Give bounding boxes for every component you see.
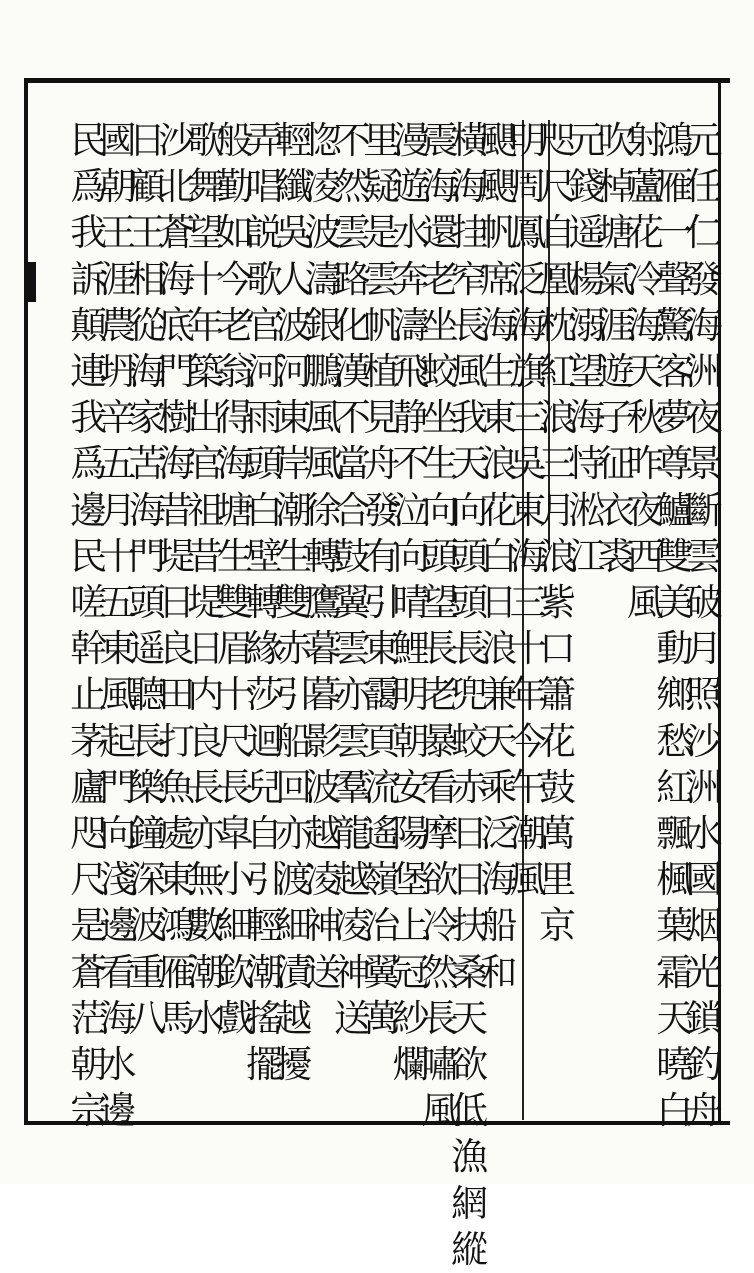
text-column: 咫 尺 自 凰 枕 紅 浪 三 月 浪 紫 口 簫 花 鼓 萬 里 京 xyxy=(539,119,576,948)
text-column: 明 周 鳳 泛 海 旗 三 吳 東 海 三 十 年 今 午 潮 風 xyxy=(509,119,547,902)
text-column: 元 錢 遥 楊 溺 望 海 恃 淞 江 xyxy=(568,119,606,578)
text-column: 元 任 仁 發 海 洲 夜 景 斷 雲 破 月 照 沙 洲 水 國 烟 光 鎖 釣 舟 xyxy=(685,119,723,1133)
text-column: 般 勤 如 今 老 翁 得 海 塘 生 雙 眉 十 尺 長 皐 小 細 欽 戲 xyxy=(216,119,254,1040)
text-column: 射 蘆 花 冷 海 天 秋 昨 夜 西 風 xyxy=(626,119,664,625)
fishtail-mark xyxy=(24,262,36,302)
text-column: 里 疑 是 雲 帆 植 見 舟 發 有 引 東 靄 頁 流 遙 嶺 冶 翼 萬 xyxy=(363,119,401,1040)
text-column: 輕 纖 吳 人 波 河 東 岸 潮 生 雙 赤 引 船 回 亦 渡 細 漬 越 擾 xyxy=(275,119,313,1087)
text-column: 震 海 還 老 坐 蛟 坐 生 向 頭 望 長 老 暴 看 摩 欲 冷 然 長 嘯 風 xyxy=(421,119,459,1133)
text-column: 橫 海 挂 窄 長 風 我 天 向 頭 頭 長 兜 蛟 赤 日 日 扶 桑 天 欲 低 漁 網 縱 xyxy=(451,119,489,1271)
top-border-rule xyxy=(24,78,730,83)
text-column: 國 朝 王 涯 農 坍 辛 五 月 十 五 東 風 起 門 向 淺 邊 看 海 水 邊 xyxy=(99,119,137,1133)
text-column: 不 然 雲 路 化 漢 不 當 合 鼓 翼 雲 亦 雲 羣 龍 越 凌 神 送 xyxy=(333,119,371,1040)
left-border-rule xyxy=(24,78,28,1125)
text-column: 弄 唱 説 歌 官 河 雨 頭 白 壁 轉 緣 莎 迴 兒 自 引 輕 潮 搖 擺 xyxy=(246,119,283,1087)
text-column: 鴻 雁 一 聲 驚 客 夢 尊 鱸 雙 美 動 鄉 愁 紅 飄 楓 葉 霜 天 曉 白 xyxy=(656,119,694,1133)
text-column: 漫 遊 水 奔 濤 飛 静 不 泣 向 晴 鯉 明 朝 安 陽 堡 上 冠 紗 爛 xyxy=(392,119,430,1087)
text-column: 颶 颶 帆 席 海 生 東 浪 花 白 日 浪 兼 天 乘 泛 海 船 和 xyxy=(480,119,518,994)
text-column: 沙 北 蒼 海 底 門 樹 海 昔 堤 日 良 田 打 魚 處 東 鴻 雁 馬 xyxy=(158,119,196,1040)
text-column: 民 爲 我 訴 顛 連 我 爲 邊 民 嗟 幹 止 茅 廬 咫 尺 是 蒼 茫 朝 宗 xyxy=(70,119,108,1133)
text-column: 惚 凌 波 濤 銀 鵬 風 風 徐 轉 鷹 暮 暮 影 波 越 凌 神 送 xyxy=(304,119,342,994)
text-column: 吹 棹 塘 氣 涯 遊 子 征 衣 裘 xyxy=(597,119,635,578)
text-column: 歌 舞 望 十 年 築 出 官 祖 昔 堤 日 内 良 長 亦 無 數 潮 水 xyxy=(187,119,225,1040)
text-column: 日 顧 王 相 從 海 家 苦 海 門 頭 遥 聽 長 樂 鐘 深 波 重 八 xyxy=(128,119,166,1040)
